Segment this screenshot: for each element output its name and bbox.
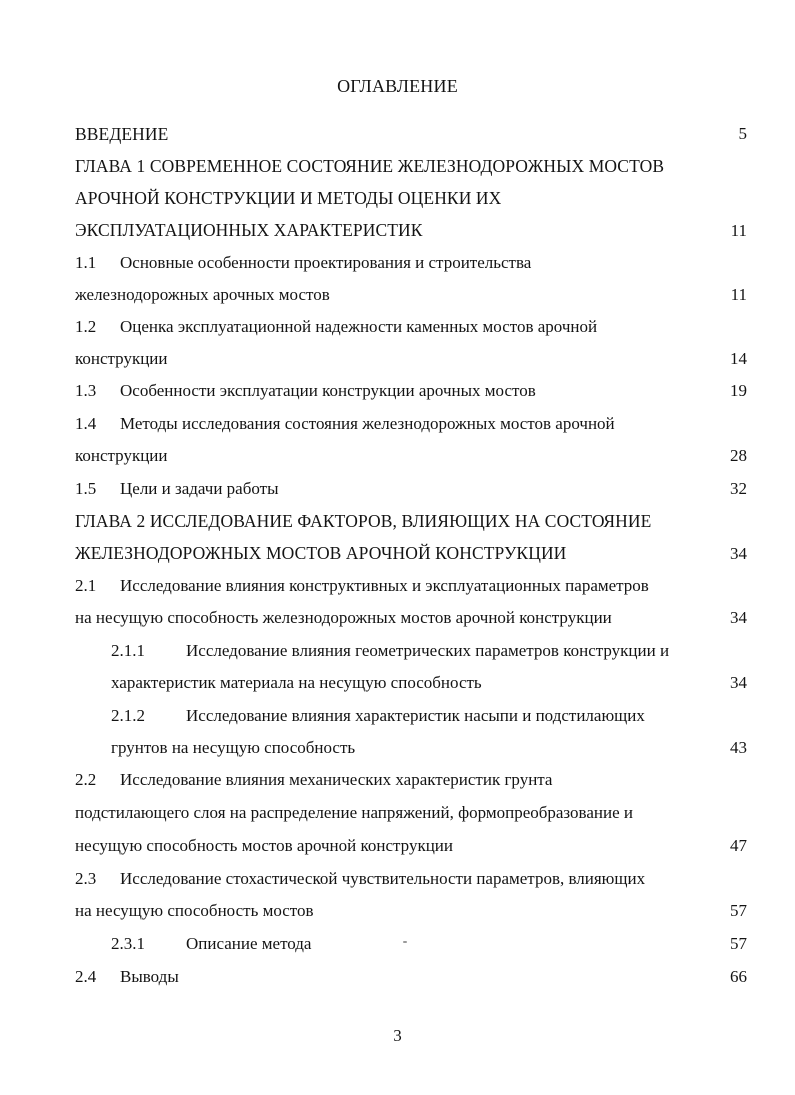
toc-entry-2-1-1-line-2[interactable]: характеристик материала на несущую способность: [111, 673, 482, 692]
toc-entry-2-3-1[interactable]: [111, 934, 311, 954]
section-title-line-1: Цели и задачи работы: [120, 479, 279, 498]
section-title-line-1: Основные особенности проектирования и строительства: [120, 253, 532, 272]
toc-page-1-1: 11: [730, 285, 747, 304]
toc-entry-2-3-line-2[interactable]: на несущую способность мостов: [75, 901, 314, 920]
toc-entry-2-3[interactable]: [75, 869, 645, 889]
toc-entry-1-3[interactable]: [75, 381, 536, 401]
section-number: 1.2: [75, 317, 97, 336]
section-title-line-1: Исследование влияния характеристик насыпи и подстилающих: [186, 706, 645, 725]
toc-page-1-3: 19: [730, 381, 747, 400]
section-number: 2.4: [75, 967, 97, 986]
toc-entry-1-4-line-2[interactable]: конструкции: [75, 446, 168, 465]
page-title: ОГЛАВЛЕНИЕ: [337, 76, 458, 96]
section-title-line-1: Методы исследования состояния железнодорожных мостов арочной: [120, 414, 615, 433]
section-number: 1.3: [75, 381, 97, 400]
section-title-line-1: Оценка эксплуатационной надежности каменных мостов арочной: [120, 317, 598, 336]
toc-entry-introduction[interactable]: ВВЕДЕНИЕ: [75, 124, 169, 144]
toc-chapter-1-line-1[interactable]: ГЛАВА 1 СОВРЕМЕННОЕ СОСТОЯНИЕ ЖЕЛЕЗНОДОРОЖНЫХ МОСТОВ: [75, 156, 665, 176]
section-title-line-1: Описание метода: [186, 934, 312, 953]
toc-page-2-3-1: 57: [730, 934, 747, 953]
toc-page-1-2: 14: [730, 349, 747, 368]
section-number: 2.3: [75, 869, 97, 888]
toc-entry-1-1[interactable]: [75, 253, 531, 273]
section-number: 1.5: [75, 479, 97, 498]
toc-chapter-1-line-2[interactable]: АРОЧНОЙ КОНСТРУКЦИИ И МЕТОДЫ ОЦЕНКИ ИХ: [75, 188, 502, 208]
section-title-line-1: Исследование влияния механических характеристик грунта: [120, 770, 553, 789]
section-number: 2.1.2: [111, 706, 145, 725]
section-title-line-1: Исследование влияния геометрических параметров конструкции и: [186, 641, 670, 660]
toc-entry-2-1-1[interactable]: [111, 641, 669, 661]
toc-entry-2-1-2[interactable]: [111, 706, 645, 726]
toc-entry-1-2-line-2[interactable]: конструкции: [75, 349, 168, 368]
toc-entry-2-1[interactable]: [75, 576, 649, 596]
section-number: 2.3.1: [111, 934, 145, 953]
toc-entry-2-1-2-line-2[interactable]: грунтов на несущую способность: [111, 738, 356, 757]
toc-entry-1-1-line-2[interactable]: железнодорожных арочных мостов: [75, 285, 330, 304]
toc-page-2-2: 47: [730, 836, 747, 855]
section-title-line-1: Выводы: [120, 967, 179, 986]
page-number: 3: [393, 1026, 402, 1045]
section-number: 2.2: [75, 770, 97, 789]
toc-entry-1-2[interactable]: [75, 317, 597, 337]
toc-page-2-3: 57: [730, 901, 747, 920]
scan-speck: [403, 941, 407, 943]
toc-chapter-1-line-3[interactable]: ЭКСПЛУАТАЦИОННЫХ ХАРАКТЕРИСТИК: [75, 220, 423, 240]
toc-page-1-4: 28: [730, 446, 747, 465]
section-number: 1.1: [75, 253, 97, 272]
toc-page-2-4: 66: [730, 967, 747, 986]
toc-entry-2-2[interactable]: [75, 770, 552, 790]
toc-page-1-5: 32: [730, 479, 747, 498]
toc-entry-1-4[interactable]: [75, 414, 615, 434]
toc-page-chapter-1: 11: [730, 221, 747, 240]
toc-entry-2-1-line-2[interactable]: на несущую способность железнодорожных мостов арочной конструкции: [75, 608, 612, 627]
toc-page-2-1: 34: [730, 608, 747, 627]
section-number: 1.4: [75, 414, 97, 433]
section-title-line-1: Исследование влияния конструктивных и эксплуатационных параметров: [120, 576, 649, 595]
section-title-line-1: Особенности эксплуатации конструкции арочных мостов: [120, 381, 536, 400]
section-number: 2.1.1: [111, 641, 145, 660]
toc-chapter-2-line-2[interactable]: ЖЕЛЕЗНОДОРОЖНЫХ МОСТОВ АРОЧНОЙ КОНСТРУКЦИИ: [75, 543, 567, 563]
toc-page-chapter-2: 34: [730, 544, 747, 563]
toc-entry-2-2-line-3[interactable]: несущую способность мостов арочной конструкции: [75, 836, 454, 855]
toc-page-introduction: 5: [738, 124, 747, 143]
toc-entry-1-5[interactable]: [75, 479, 279, 499]
section-title-line-1: Исследование стохастической чувствительности параметров, влияющих: [120, 869, 646, 888]
toc-page-2-1-1: 34: [730, 673, 747, 692]
toc-page-2-1-2: 43: [730, 738, 747, 757]
toc-entry-2-4[interactable]: [75, 967, 179, 987]
section-number: 2.1: [75, 576, 97, 595]
toc-chapter-2-line-1[interactable]: ГЛАВА 2 ИССЛЕДОВАНИЕ ФАКТОРОВ, ВЛИЯЮЩИХ НА СОСТОЯНИЕ: [75, 511, 652, 531]
toc-entry-2-2-line-2[interactable]: подстилающего слоя на распределение напряжений, формопреобразование и: [75, 803, 633, 822]
